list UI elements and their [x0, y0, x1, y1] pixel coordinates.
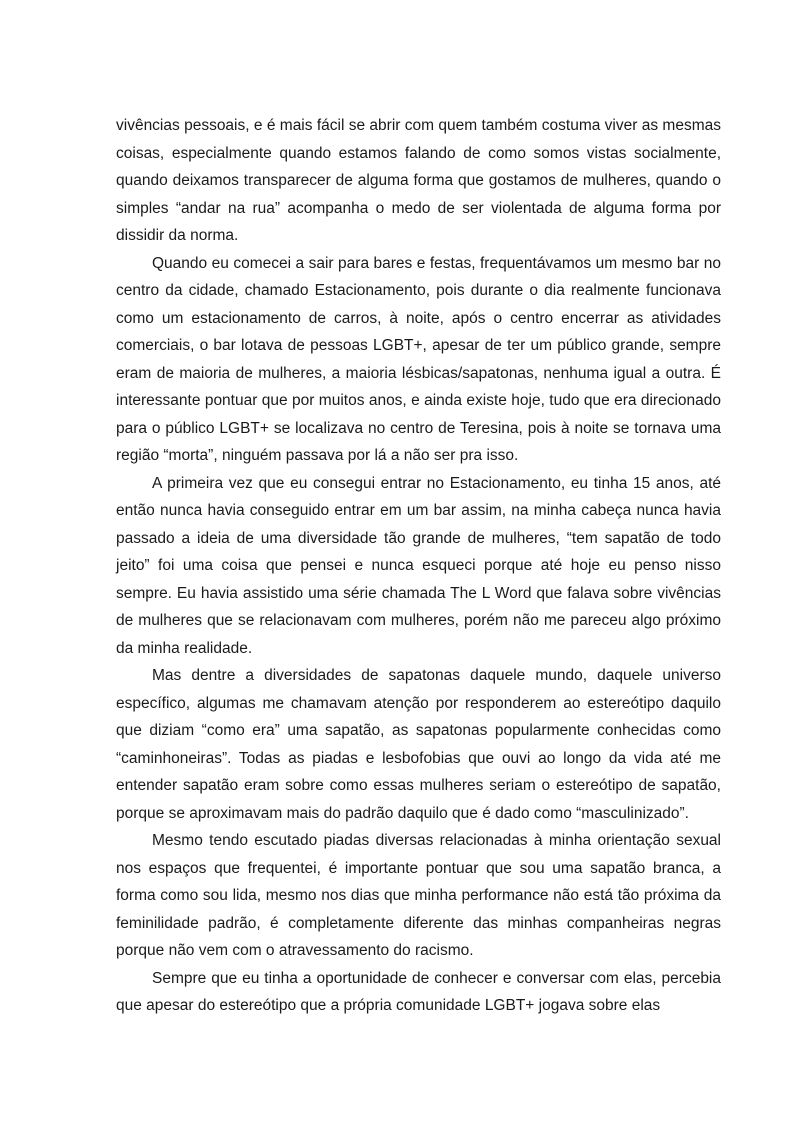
- body-text: [116, 112, 721, 1020]
- paragraph-2: Quando eu comecei a sair para bares e festas, frequentávamos um mesmo bar no centro da cidade, chamado Estacionamento, pois durante o dia realmente funcionava como um estacionamento de carros, à noite, após o centro encerrar as atividades comerciais, o bar lotava de pessoas LGBT+, apesar de ter um público grande, sempre eram de maioria de mulheres, a maioria lésbicas/sapatonas, nenhuma igual a outra. É interessante pontuar que por muitos anos, e ainda existe hoje, tudo que era direcionado para o público LGBT+ se localizava no centro de Teresina, pois à noite se tornava uma região “morta”, ninguém passava por lá a não ser pra isso.: [116, 254, 721, 464]
- paragraph-1: vivências pessoais, e é mais fácil se abrir com quem também costuma viver as mesmas coisas, especialmente quando estamos falando de como somos vistas socialmente, quando deixamos transparecer de alguma forma que gostamos de mulheres, quando o simples “andar na rua” acompanha o medo de ser violentada de alguma forma por dissidir da norma.: [116, 117, 721, 244]
- paragraph-6: Sempre que eu tinha a oportunidade de conhecer e conversar com elas, percebia que apesar do estereótipo que a própria comunidade LGBT+ jogava sobre elas: [116, 969, 721, 1014]
- paragraph-3: A primeira vez que eu consegui entrar no Estacionamento, eu tinha 15 anos, até então nunca havia conseguido entrar em um bar assim, na minha cabeça nunca havia passado a ideia de uma diversidade tão grande de mulheres, “tem sapatão de todo jeito” foi uma coisa que pensei e nunca esqueci porque até hoje eu penso nisso sempre. Eu havia assistido uma série chamada The L Word que falava sobre vivências de mulheres que se relacionavam com mulheres, porém não me pareceu algo próximo da minha realidade.: [116, 474, 721, 657]
- paragraph-4: Mas dentre a diversidades de sapatonas daquele mundo, daquele universo específico, algumas me chamavam atenção por responderem ao estereótipo daquilo que diziam “como era” uma sapatão, as sapatonas popularmente conhecidas como “caminhoneiras”. Todas as piadas e lesbofobias que ouvi ao longo da vida até me entender sapatão eram sobre como essas mulheres seriam o estereótipo de sapatão, porque se aproximavam mais do padrão daquilo que é dado como “masculinizado”.: [116, 667, 721, 822]
- paragraph-5: Mesmo tendo escutado piadas diversas relacionadas à minha orientação sexual nos espaços que frequentei, é importante pontuar que sou uma sapatão branca, a forma como sou lida, mesmo nos dias que minha performance não está tão próxima da feminilidade padrão, é completamente diferente das minhas companheiras negras porque não vem com o atravessamento do racismo.: [116, 832, 721, 959]
